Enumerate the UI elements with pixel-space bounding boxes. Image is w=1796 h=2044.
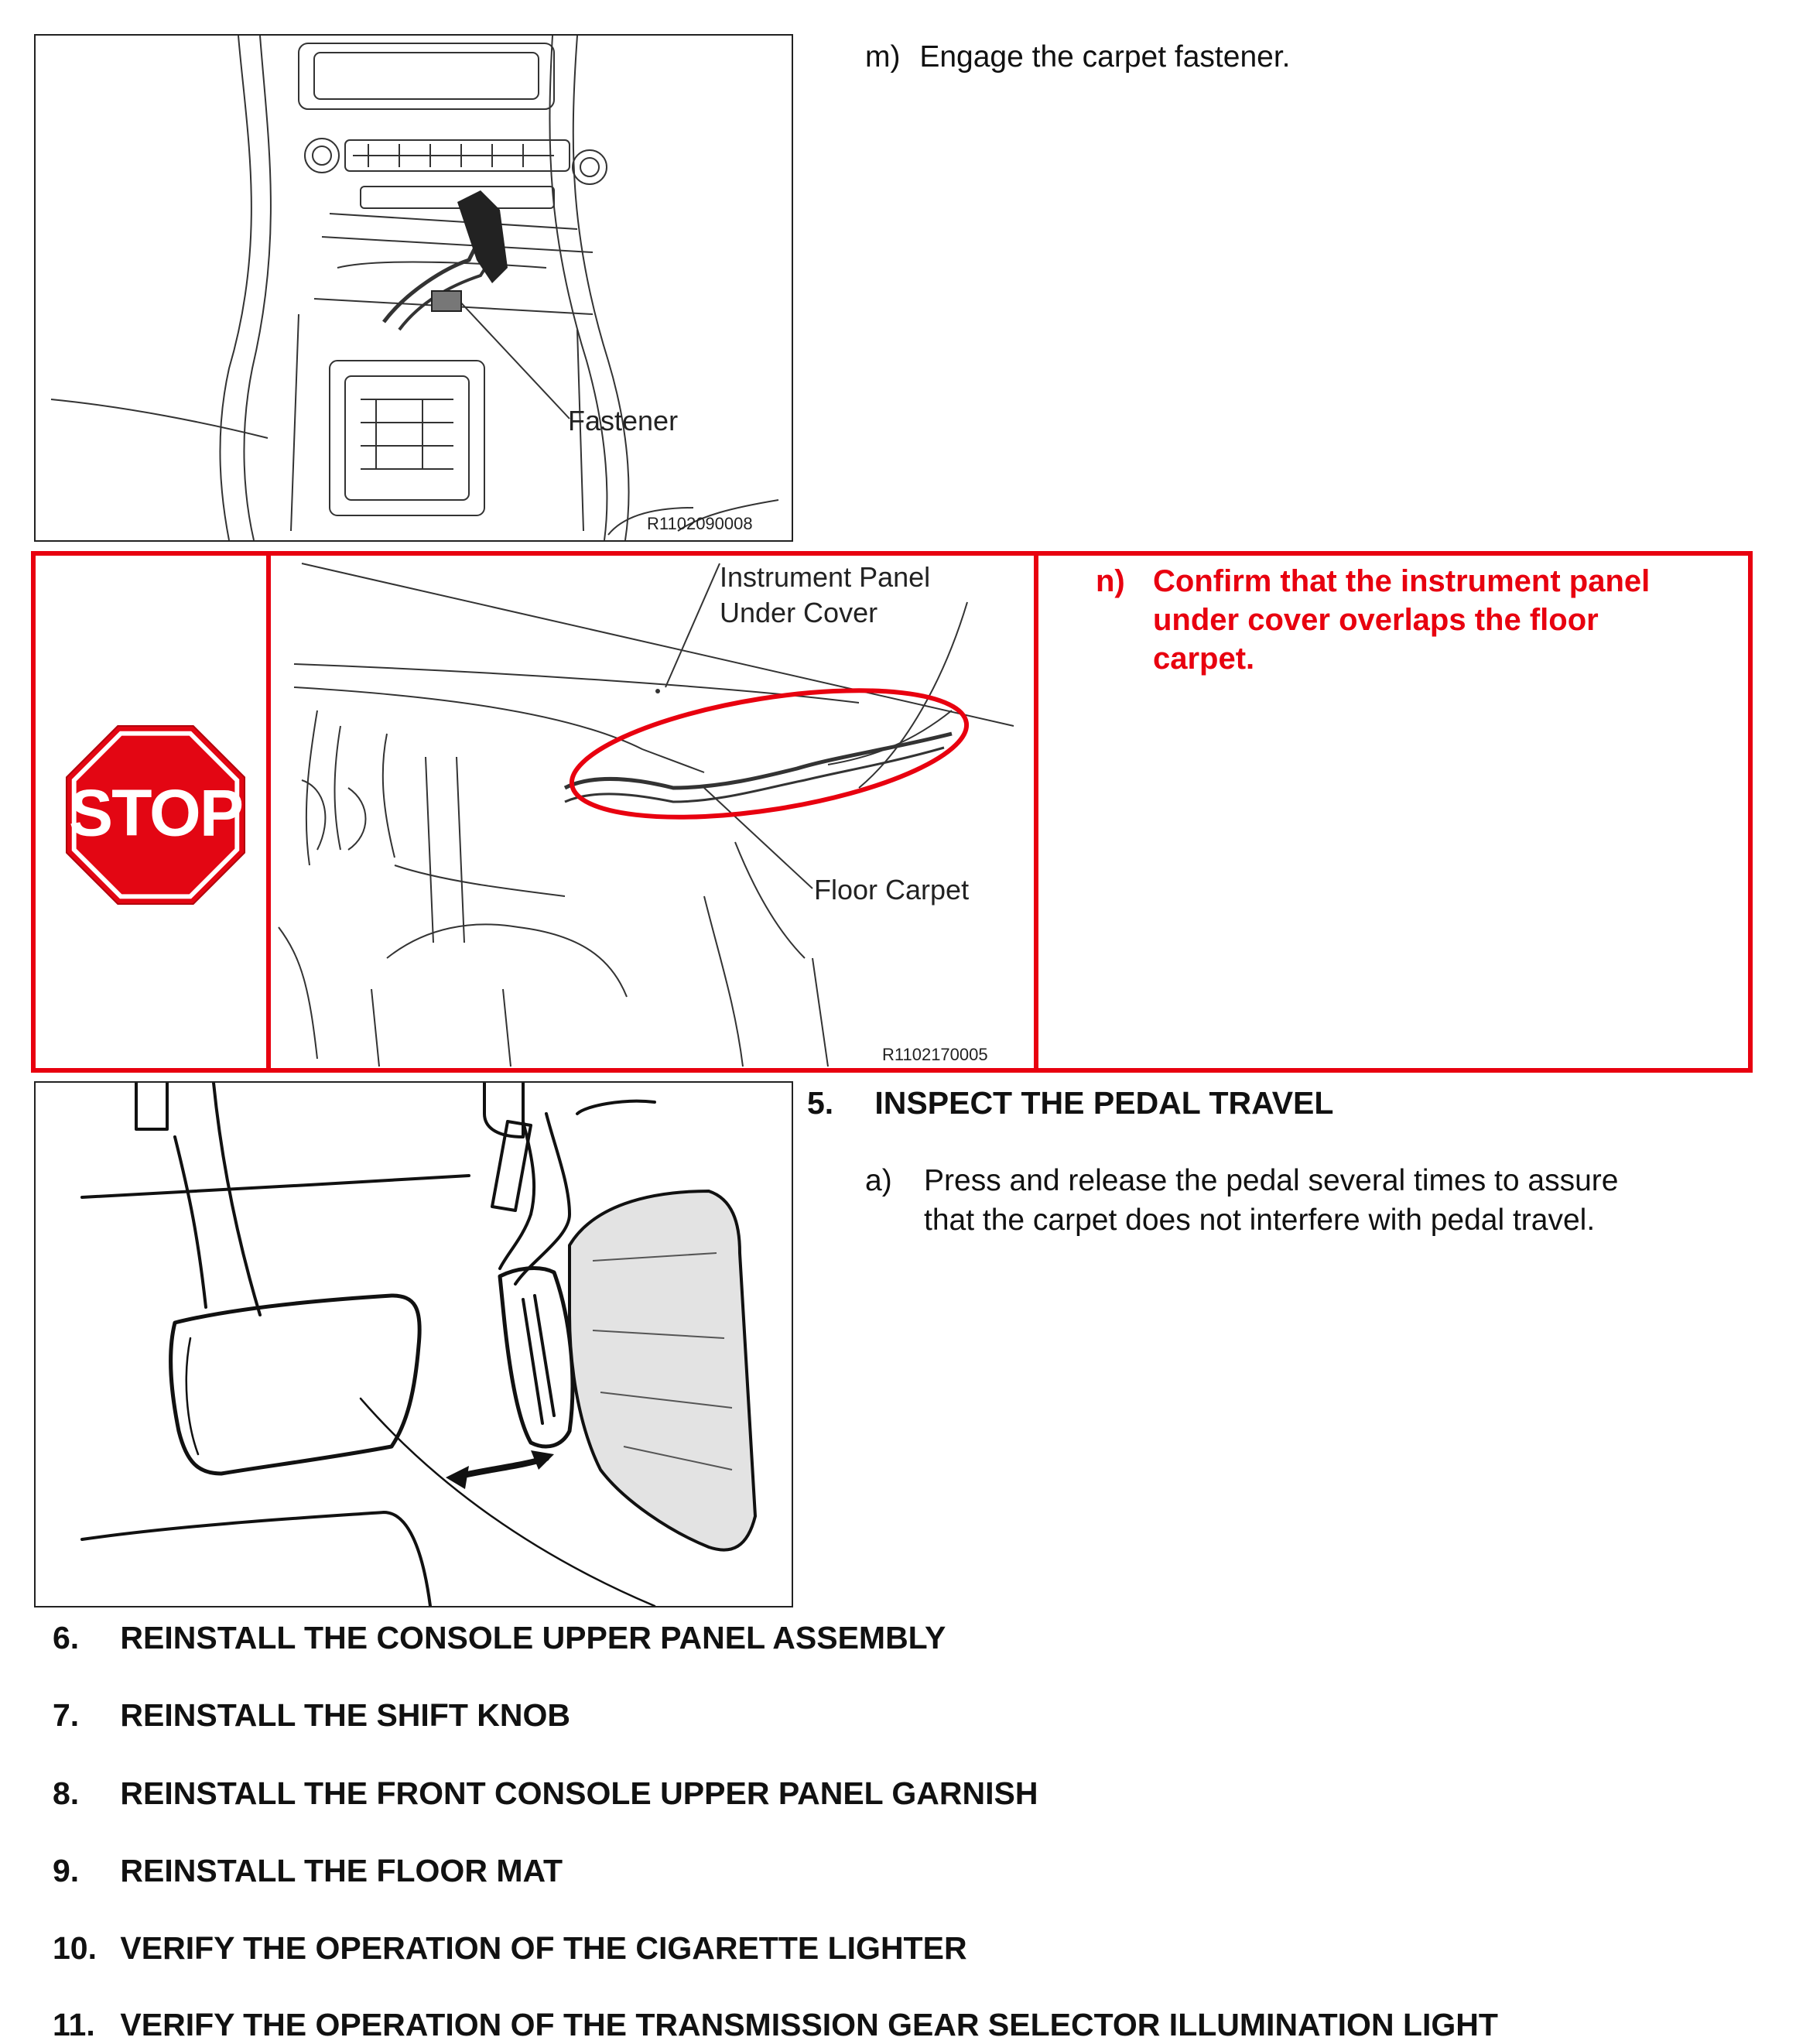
section-title: INSPECT THE PEDAL TRAVEL (874, 1085, 1334, 1121)
label-under-cover: Under Cover (720, 597, 878, 628)
label-floor-carpet: Floor Carpet (814, 874, 970, 906)
step-line: Press and release the pedal several times to assure (924, 1164, 1619, 1197)
section-5-heading (807, 1085, 1333, 1121)
step-heading (53, 1620, 946, 1656)
stop-sign-text: STOP (68, 775, 243, 851)
step-heading (53, 1697, 570, 1734)
pedal-figure (34, 1081, 793, 1607)
step-n-text (1096, 562, 1650, 678)
pedal-illustration (36, 1083, 792, 1606)
step-title: REINSTALL THE SHIFT KNOB (120, 1697, 570, 1733)
step-heading (53, 1775, 1038, 1812)
step-line: that the carpet does not interfere with pedal travel. (924, 1203, 1596, 1237)
step-number: 9. (53, 1853, 80, 1888)
step-line: Confirm that the instrument panel (1153, 564, 1651, 598)
step-heading (53, 1930, 967, 1967)
fastener-illustration (36, 36, 792, 540)
figure-code: R1102090008 (647, 514, 753, 533)
stop-sign-icon (65, 724, 246, 906)
step-number: 10. (53, 1930, 97, 1966)
step-letter: m) (865, 40, 901, 74)
step-m-text (865, 37, 1291, 77)
step-letter: n) (1096, 564, 1125, 598)
section-number: 5. (807, 1085, 834, 1121)
divider-right (1034, 556, 1038, 1068)
step-number: 8. (53, 1775, 80, 1811)
fastener-figure (34, 34, 793, 542)
stop-warning-box (31, 551, 1753, 1073)
label-instrument-panel: Instrument Panel (720, 561, 931, 593)
step-number: 11. (53, 2007, 95, 2042)
step-number: 6. (53, 1620, 80, 1655)
figure-code: R1102170005 (882, 1045, 988, 1064)
step-title: REINSTALL THE FRONT CONSOLE UPPER PANEL GARNISH (120, 1775, 1038, 1811)
step-title: VERIFY THE OPERATION OF THE CIGARETTE LIGHTER (120, 1930, 967, 1966)
step-title: VERIFY THE OPERATION OF THE TRANSMISSION GEAR SELECTOR ILLUMINATION LIGHT (120, 2007, 1498, 2042)
step-body: Engage the carpet fastener. (919, 40, 1291, 74)
step-heading (53, 2007, 1498, 2043)
step-title: REINSTALL THE FLOOR MAT (120, 1853, 563, 1888)
section-5-substep (865, 1161, 1618, 1240)
step-line: carpet. (1153, 642, 1255, 676)
step-line: under cover overlaps the floor (1153, 603, 1599, 637)
floor-carpet-illustration (271, 556, 1032, 1068)
step-title: REINSTALL THE CONSOLE UPPER PANEL ASSEMBLY (120, 1620, 946, 1655)
step-heading (53, 1853, 563, 1889)
step-letter: a) (865, 1164, 892, 1197)
step-number: 7. (53, 1697, 80, 1733)
fastener-label: Fastener (568, 405, 679, 437)
